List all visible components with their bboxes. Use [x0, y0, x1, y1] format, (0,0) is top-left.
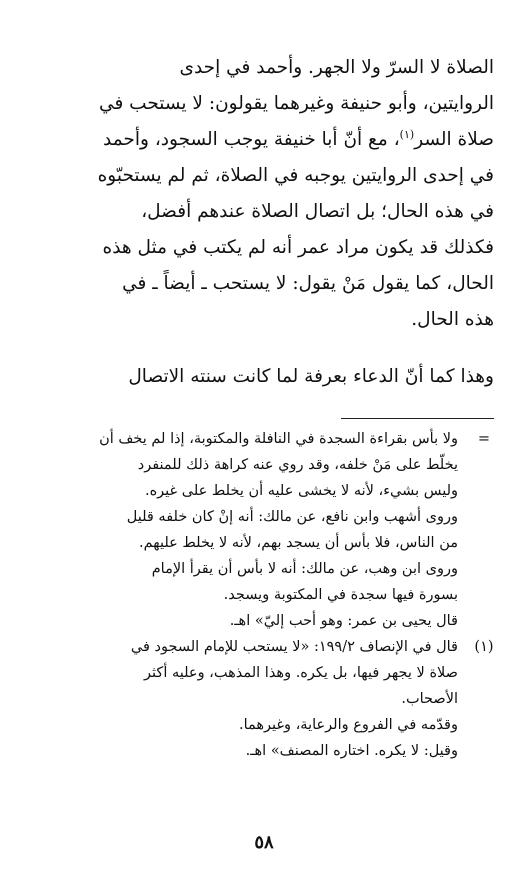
footnote-line: وروى ابن وهب، عن مالك: أنه لا بأس أن يقرأ الإمام [151, 561, 458, 577]
footnote-line: وليس بشيء، لأنه لا يخشى عليه أن يخلط على غيره. [144, 483, 458, 499]
footnote-line: يخلّط على مَنْ خلفه، وقد روي عنه كراهة ذلك للمنفرد [137, 457, 458, 473]
main-body-text [34, 50, 494, 338]
body-line: الحال، كما يقول مَنْ يقول: لا يستحب ـ أيضاً ـ في [122, 273, 494, 294]
footnotes-section [24, 426, 504, 764]
body-line-with-footnote-ref [34, 122, 494, 158]
footnote-line: بسورة فيها سجدة في المكتوبة ويسجد. [223, 587, 458, 603]
footnote-separator [341, 418, 494, 419]
body-line-part: صلاة السر [414, 129, 494, 150]
body-line: الصلاة لا السرّ ولا الجهر. وأحمد في إحدى [179, 57, 494, 78]
footnote-number: (١) [474, 639, 494, 655]
footnote-reference: (١) [399, 127, 415, 141]
footnote-line: قال في الإنصاف ١٩٩/٢: «لا يستحب للإمام السجود في [130, 639, 458, 655]
body-line: في هذه الحال؛ بل اتصال الصلاة عندهم أفضل، [141, 201, 494, 222]
footnote-line: صلاة لا يجهر فيها، بل يكره. وهذا المذهب، وعليه أكثر [144, 665, 458, 681]
footnote-continued [24, 426, 504, 634]
footnote-continuation-marker: = [477, 431, 491, 447]
body-line: في إحدى الروايتين يوجبه في الصلاة، ثم لم يستحبّوه [97, 165, 494, 186]
body-line: الروايتين، وأبو حنيفة وغيرهما يقولون: لا يستحب في [99, 93, 494, 114]
body-line-part: ، مع أنّ أبا خنيفة يوجب السجود، وأحمد [103, 129, 400, 150]
footnote-line: وقدّمه في الفروع والرعاية، وغيرهما. [238, 717, 458, 733]
footnote-line: وروى أشهب وابن نافع، عن مالك: أنه إنْ كان خلفه قليل [126, 509, 458, 525]
page-number: ٥٨ [254, 832, 274, 853]
body-line: هذه الحال. [411, 309, 494, 330]
footnote-line: قال يحيى بن عمر: وهو أحب إليّ» اهـ. [229, 613, 458, 629]
footnote-line: وقيل: لا يكره. اختاره المصنف» اهـ. [245, 743, 458, 759]
footnote-line: الأصحاب. [401, 691, 458, 707]
footnote-line: ولا بأس بقراءة السجدة في النافلة والمكتوبة، إذا لم يخف أن [99, 431, 458, 447]
footnote-1 [24, 634, 504, 764]
body-line: فكذلك قد يكون مراد عمر أنه لم يكتب في مثل هذه [102, 237, 494, 258]
continuation-line: وهذا كما أنّ الدعاء بعرفة لما كانت سنته الاتصال [128, 366, 494, 387]
footnote-line: من الناس، فلا بأس أن يسجد بهم، لأنه لا يخلط عليهم. [139, 535, 458, 551]
